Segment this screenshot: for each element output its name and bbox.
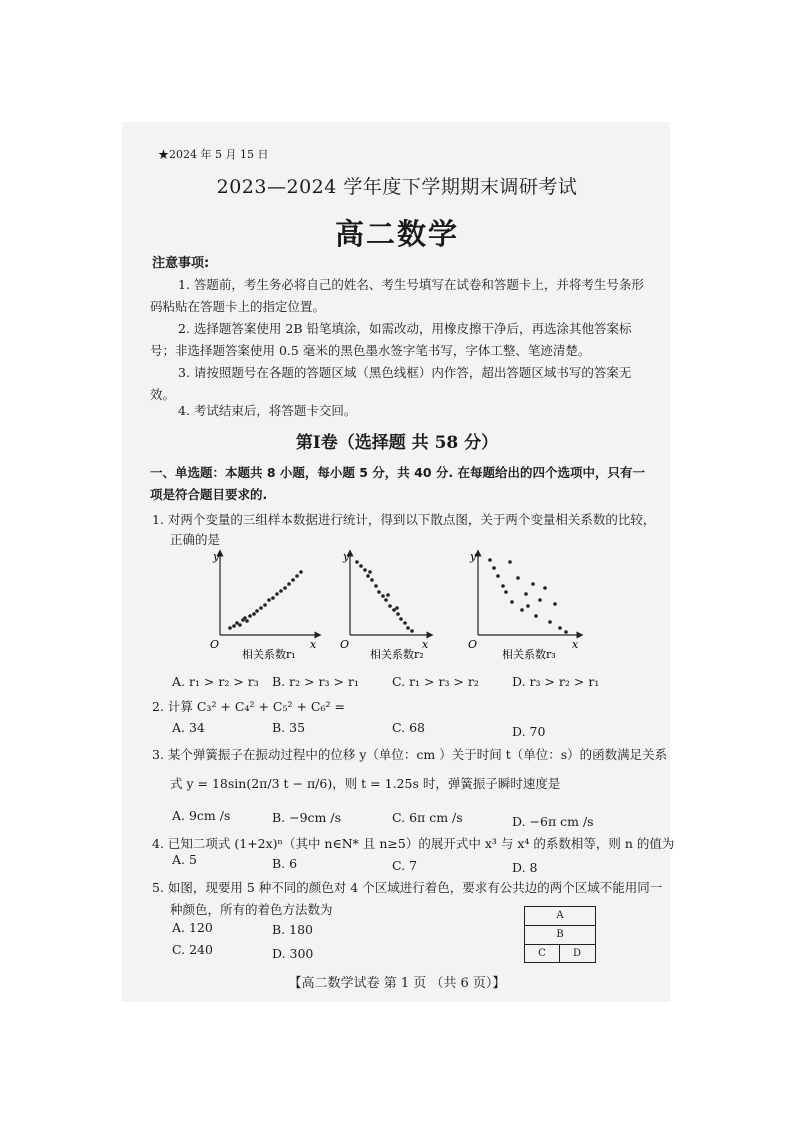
question-5-stem: 5. 如图，现要用 5 种不同的颜色对 4 个区域进行着色，要求有公共边的两个区域不能用同一 — [152, 880, 663, 895]
plot-3-points — [488, 558, 568, 634]
q4-option-d: D. 8 — [512, 860, 538, 875]
question-1-stem-cont: 正确的是 — [170, 532, 221, 547]
q5-option-d: D. 300 — [272, 946, 314, 961]
scatter-plot-2 — [340, 550, 430, 661]
q5-option-a: A. 120 — [172, 920, 213, 935]
region-c: C — [525, 945, 560, 963]
plot-3-caption: 相关系数r₃ — [502, 648, 556, 661]
question-3-stem-cont: 式 y = 18sin(2π/3 t − π/6)，则 t = 1.25s 时，弹簧振子瞬时速度是 — [170, 776, 561, 791]
plot-3-x-label: x — [572, 638, 579, 651]
q1-option-b: B. r₂ > r₃ > r₁ — [272, 674, 359, 689]
q4-option-c: C. 7 — [392, 858, 418, 873]
region-b: B — [525, 926, 595, 945]
plot-2-x-label: x — [422, 638, 429, 651]
section-heading: 一、单选题：本题共 8 小题，每小题 5 分，共 40 分. 在每题给出的四个选项中，只有一项是符合题目要求的. — [150, 465, 646, 502]
plot-2-caption: 相关系数r₂ — [370, 648, 424, 661]
note-item-2: 2. 选择题答案使用 2B 铅笔填涂，如需改动，用橡皮擦干净后，再选涂其他答案标号；非选择题答案使用 0.5 毫米的黑色墨水签字笔书写，字体工整、笔迹清楚。 — [150, 321, 632, 358]
exam-title: 2023—2024 学年度下学期期末调研考试 — [216, 176, 578, 198]
plot-1-x-label: x — [310, 638, 317, 651]
q2-option-a: A. 34 — [172, 720, 205, 735]
region-row-cd — [525, 945, 595, 962]
q4-option-b: B. 6 — [272, 856, 298, 871]
scatter-plot-1 — [210, 550, 318, 661]
plot-2-points — [355, 560, 414, 633]
note-item-1: 1. 答题前，考生务必将自己的姓名、考生号填写在试卷和答题卡上，并将考生号条形码粘贴在答题卡上的指定位置。 — [150, 277, 644, 314]
region-a: A — [525, 907, 595, 926]
part-title: 第Ⅰ卷（选择题 共 58 分） — [295, 433, 499, 453]
notes-heading: 注意事项: — [152, 256, 210, 271]
plot-2-origin: O — [340, 638, 350, 651]
plot-3-y-label: y — [470, 550, 477, 563]
q3-option-b: B. −9cm /s — [272, 810, 342, 825]
question-3-stem: 3. 某个弹簧振子在振动过程中的位移 y（单位：cm ）关于时间 t（单位：s）的函数满足关系 — [152, 747, 668, 762]
question-2-stem: 2. 计算 C₃² + C₄² + C₅² + C₆² = — [152, 699, 345, 714]
region-diagram — [524, 906, 596, 963]
scatter-plot-3 — [468, 550, 580, 661]
scatter-plots — [200, 548, 600, 668]
question-1-stem: 1. 对两个变量的三组样本数据进行统计，得到以下散点图，关于两个变量相关系数的比较， — [152, 512, 656, 527]
q2-option-c: C. 68 — [392, 720, 425, 735]
q2-option-d: D. 70 — [512, 724, 546, 739]
q3-option-c: C. 6π cm /s — [392, 810, 463, 825]
subject-title: 高二数学 — [334, 217, 459, 251]
q2-option-b: B. 35 — [272, 720, 306, 735]
q1-option-a: A. r₁ > r₂ > r₃ — [172, 674, 259, 689]
q5-option-c: C. 240 — [172, 942, 213, 957]
q5-option-b: B. 180 — [272, 922, 313, 937]
plot-1-caption: 相关系数r₁ — [242, 648, 296, 661]
page-footer: 【高二数学试卷 第 1 页 （共 6 页）】 — [288, 976, 506, 991]
q3-option-d: D. −6π cm /s — [512, 814, 594, 829]
note-item-4: 4. 考试结束后，将答题卡交回。 — [178, 403, 357, 418]
question-4-stem: 4. 已知二项式 (1+2x)ⁿ（其中 n∈N* 且 n≥5）的展开式中 x³ 与 x⁴ 的系数相等，则 n 的值为 — [152, 836, 675, 851]
plot-1-origin: O — [210, 638, 220, 651]
q4-option-a: A. 5 — [172, 852, 197, 867]
plot-1-y-label: y — [213, 550, 220, 563]
q1-option-d: D. r₃ > r₂ > r₁ — [512, 674, 600, 689]
plot-2-y-label: y — [343, 550, 350, 563]
region-d: D — [572, 948, 582, 959]
note-item-3: 3. 请按照题号在各题的答题区域（黑色线框）内作答，超出答题区域书写的答案无效。 — [150, 365, 632, 402]
plot-1-points — [228, 570, 303, 630]
q3-option-a: A. 9cm /s — [172, 808, 231, 823]
q1-option-c: C. r₁ > r₃ > r₂ — [392, 674, 479, 689]
question-5-stem-cont: 种颜色，所有的着色方法数为 — [170, 902, 333, 917]
plot-3-origin: O — [468, 638, 478, 651]
exam-date: ★2024 年 5 月 15 日 — [158, 148, 269, 161]
